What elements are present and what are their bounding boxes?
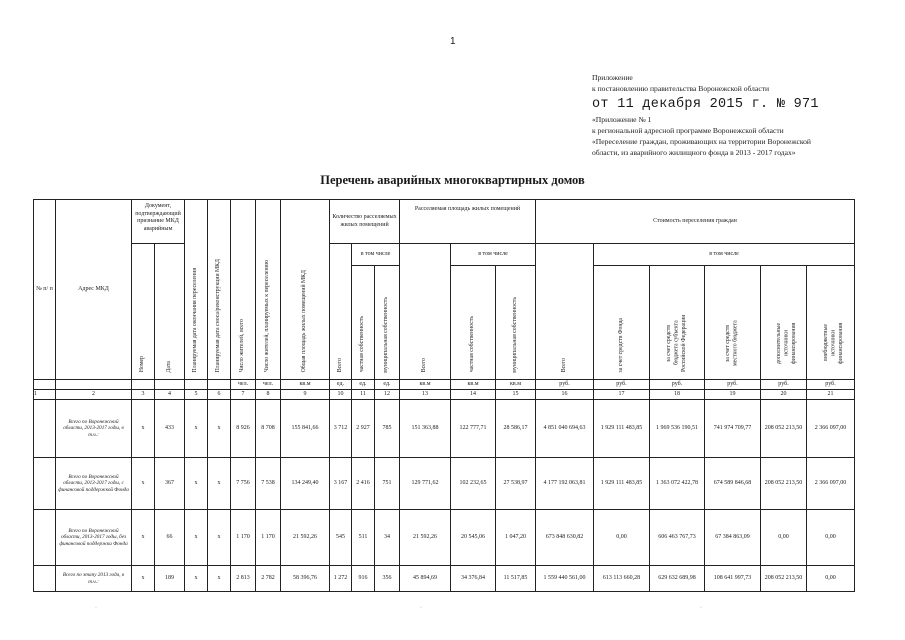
row-value-cell: х	[208, 400, 231, 458]
appendix-line: к постановлению правительства Воронежской области	[592, 84, 770, 93]
header-area-including: в том числе	[451, 244, 536, 266]
row-value-cell: 2 366 097,00	[807, 458, 855, 510]
unit-cell	[56, 380, 132, 390]
row-value-cell: 2 366 097,00	[807, 400, 855, 458]
column-number-cell: 16	[536, 390, 594, 400]
unit-cell: руб.	[536, 380, 594, 390]
row-value-cell: 122 777,71	[451, 400, 496, 458]
column-number-cell: 5	[185, 390, 208, 400]
row-value-cell: х	[208, 458, 231, 510]
unit-cell: руб.	[705, 380, 761, 390]
row-value-cell: 208 052 213,50	[761, 400, 807, 458]
row-value-cell: 28 586,17	[496, 400, 536, 458]
row-value-cell: 151 363,88	[400, 400, 451, 458]
row-value-cell: 66	[155, 510, 185, 566]
row-value-cell: 20 545,06	[451, 510, 496, 566]
column-number-cell: 14	[451, 390, 496, 400]
row-value-cell: 4 851 040 694,63	[536, 400, 594, 458]
table-row	[34, 566, 855, 592]
houses-table	[33, 199, 855, 592]
row-value-cell: 58 396,76	[281, 566, 330, 592]
column-number-cell: 9	[281, 390, 330, 400]
row-value-cell: 1 363 072 422,78	[650, 458, 705, 510]
row-value-cell: х	[132, 458, 155, 510]
unit-cell	[34, 380, 56, 390]
column-number-cell: 8	[256, 390, 281, 400]
row-value-cell: х	[185, 510, 208, 566]
header-planned-end: Планируемая дата окончания переселения	[185, 200, 208, 380]
row-value-cell: 1 929 111 483,85	[594, 458, 650, 510]
units-row	[34, 380, 855, 390]
row-value-cell: 34 376,84	[451, 566, 496, 592]
unit-cell: кв.м	[496, 380, 536, 390]
column-number-cell: 2	[56, 390, 132, 400]
header-total-area: Общая площадь жилых помещений МКД	[281, 200, 330, 380]
row-value-cell: 629 632 689,98	[650, 566, 705, 592]
row-value-cell: х	[132, 400, 155, 458]
row-value-cell: 0,00	[761, 510, 807, 566]
row-address-cell: Всего по Воронежской области, 2013-2017 годы, без финансовой поддержки Фонда	[56, 510, 132, 566]
header-cost-total: Всего	[536, 244, 594, 380]
row-value-cell: 1 047,20	[496, 510, 536, 566]
decree-stamp: от 11 декабря 2015 г. № 971	[592, 97, 819, 112]
row-address-cell: Всего по этапу 2013 года, в т.ч.:	[56, 566, 132, 592]
row-value-cell: х	[132, 566, 155, 592]
column-number-cell: 6	[208, 390, 231, 400]
column-number-cell: 11	[352, 390, 375, 400]
header-residents-total: Число жителей, всего	[231, 200, 256, 380]
row-value-cell: 102 232,65	[451, 458, 496, 510]
row-value-cell: 45 894,69	[400, 566, 451, 592]
header-num: № п/ п	[34, 200, 56, 380]
header-doc-number: Номер	[132, 244, 155, 380]
row-value-cell: 1 170	[231, 510, 256, 566]
header-cost-federal: за счет средств бюджета субъекта Российской Федерации	[650, 266, 705, 380]
row-num-cell	[34, 510, 56, 566]
row-value-cell: 2 416	[352, 458, 375, 510]
row-value-cell: 0,00	[594, 510, 650, 566]
row-value-cell: 511	[352, 510, 375, 566]
row-value-cell: 4 177 192 063,81	[536, 458, 594, 510]
column-number-cell: 21	[807, 390, 855, 400]
table-row	[34, 400, 855, 458]
row-value-cell: 1 272	[330, 566, 352, 592]
row-value-cell: 751	[375, 458, 400, 510]
unit-cell: кв.м	[281, 380, 330, 390]
header-planned-demolition: Планируемая дата сноса/реконструкции МКД	[208, 200, 231, 380]
header-cost-fund: за счет средств Фонда	[594, 266, 650, 380]
column-number-cell: 1	[34, 390, 56, 400]
unit-cell	[132, 380, 155, 390]
row-value-cell: 8 708	[256, 400, 281, 458]
column-number-cell: 15	[496, 390, 536, 400]
row-value-cell: 613 113 660,28	[594, 566, 650, 592]
row-value-cell: 356	[375, 566, 400, 592]
row-value-cell: 2 813	[231, 566, 256, 592]
row-value-cell: 785	[375, 400, 400, 458]
row-value-cell: 21 592,26	[400, 510, 451, 566]
appendix-block	[592, 72, 892, 158]
row-value-cell: 916	[352, 566, 375, 592]
unit-cell: ед.	[375, 380, 400, 390]
header-rooms-private: частная собственность	[352, 266, 375, 380]
document-title: Перечень аварийных многоквартирных домов	[320, 173, 585, 187]
row-value-cell: х	[185, 566, 208, 592]
column-number-cell: 3	[132, 390, 155, 400]
appendix-line: Приложение	[592, 73, 633, 82]
row-value-cell: 208 052 213,50	[761, 566, 807, 592]
unit-cell: руб.	[650, 380, 705, 390]
row-value-cell: 129 771,62	[400, 458, 451, 510]
row-value-cell: 1 929 111 483,85	[594, 400, 650, 458]
unit-cell: кв.м	[400, 380, 451, 390]
row-value-cell: 673 848 630,82	[536, 510, 594, 566]
row-value-cell: 11 517,85	[496, 566, 536, 592]
row-value-cell: 3 167	[330, 458, 352, 510]
row-value-cell: х	[208, 566, 231, 592]
header-doc-date: Дата	[155, 244, 185, 380]
column-number-cell: 13	[400, 390, 451, 400]
row-num-cell	[34, 458, 56, 510]
column-number-cell: 17	[594, 390, 650, 400]
header-address: Адрес МКД	[56, 200, 132, 380]
header-document: Документ, подтверждающий признание МКД аварийным	[132, 200, 185, 244]
column-number-cell: 18	[650, 390, 705, 400]
row-num-cell	[34, 400, 56, 458]
row-value-cell: 433	[155, 400, 185, 458]
appendix-line: к региональной адресной программе Воронежской области	[592, 126, 784, 135]
column-number-cell: 12	[375, 390, 400, 400]
header-area-resettled: Расселяемая площадь жилых помещений	[400, 200, 536, 244]
row-value-cell: 3 712	[330, 400, 352, 458]
header-rooms-including: в том числе	[352, 244, 400, 266]
unit-cell: кв.м	[451, 380, 496, 390]
unit-cell	[185, 380, 208, 390]
row-value-cell: 34	[375, 510, 400, 566]
row-num-cell	[34, 566, 56, 592]
table-row	[34, 458, 855, 510]
appendix-line: «Переселение граждан, проживающих на территории Воронежской	[592, 137, 811, 146]
header-cost-extrabudget: внебюджетные источники финансирования	[807, 266, 855, 380]
row-address-cell: Всего по Воронежской области, 2013-2017 годы, в т.ч.:	[56, 400, 132, 458]
column-number-cell: 4	[155, 390, 185, 400]
header-rooms-municipal: муниципальная собственность	[375, 266, 400, 380]
column-number-cell: 19	[705, 390, 761, 400]
row-value-cell: 7 538	[256, 458, 281, 510]
row-value-cell: 189	[155, 566, 185, 592]
scan-mark: ·	[700, 605, 702, 611]
header-cost: Стоимость переселения граждан	[536, 200, 855, 244]
row-value-cell: х	[132, 510, 155, 566]
row-value-cell: х	[185, 400, 208, 458]
appendix-line: области, из аварийного жилищного фонда в 2013 - 2017 годах»	[592, 148, 796, 157]
unit-cell: руб.	[761, 380, 807, 390]
row-address-cell: Всего по Воронежской области, 2013-2017 годы, с финансовой поддержкой Фонда	[56, 458, 132, 510]
row-value-cell: х	[185, 458, 208, 510]
unit-cell: ед.	[352, 380, 375, 390]
scan-mark: ·	[420, 605, 422, 611]
header-cost-including: в том числе	[594, 244, 855, 266]
row-value-cell: 1 170	[256, 510, 281, 566]
row-value-cell: 8 926	[231, 400, 256, 458]
row-value-cell: 606 463 767,73	[650, 510, 705, 566]
header-cost-additional: дополнительные источники финансирования	[761, 266, 807, 380]
table-row	[34, 510, 855, 566]
unit-cell: чел.	[256, 380, 281, 390]
column-number-cell: 7	[231, 390, 256, 400]
header-rooms-total: Всего	[330, 244, 352, 380]
page-number: 1	[450, 36, 456, 47]
header-residents-planned: Число жителей, планируемых к переселению	[256, 200, 281, 380]
column-number-cell: 10	[330, 390, 352, 400]
row-value-cell: 1 969 536 190,51	[650, 400, 705, 458]
column-number-cell: 20	[761, 390, 807, 400]
unit-cell: руб.	[807, 380, 855, 390]
unit-cell: руб.	[594, 380, 650, 390]
row-value-cell: 741 974 709,77	[705, 400, 761, 458]
houses-table-container	[33, 199, 855, 592]
row-value-cell: 367	[155, 458, 185, 510]
row-value-cell: 1 559 440 561,00	[536, 566, 594, 592]
row-value-cell: 208 052 213,50	[761, 458, 807, 510]
row-value-cell: 27 538,97	[496, 458, 536, 510]
row-value-cell: 108 641 997,73	[705, 566, 761, 592]
row-value-cell: 7 756	[231, 458, 256, 510]
header-area-private: частная собственность	[451, 266, 496, 380]
appendix-line: «Приложение № 1	[592, 115, 652, 124]
header-rooms-count: Количество расселяемых жилых помещений	[330, 200, 400, 244]
row-value-cell: 21 592,26	[281, 510, 330, 566]
row-value-cell: 2 782	[256, 566, 281, 592]
column-numbers-row	[34, 390, 855, 400]
header-area-municipal: муниципальная собственность	[496, 266, 536, 380]
row-value-cell: х	[208, 510, 231, 566]
row-value-cell: 0,00	[807, 510, 855, 566]
row-value-cell: 674 589 846,68	[705, 458, 761, 510]
row-value-cell: 67 384 863,09	[705, 510, 761, 566]
row-value-cell: 2 927	[352, 400, 375, 458]
row-value-cell: 155 841,66	[281, 400, 330, 458]
header-cost-local: за счет средств местного бюджета	[705, 266, 761, 380]
row-value-cell: 0,00	[807, 566, 855, 592]
unit-cell	[155, 380, 185, 390]
unit-cell: ед.	[330, 380, 352, 390]
unit-cell	[208, 380, 231, 390]
unit-cell: чел.	[231, 380, 256, 390]
row-value-cell: 545	[330, 510, 352, 566]
row-value-cell: 134 249,40	[281, 458, 330, 510]
header-area-total: Всего	[400, 244, 451, 380]
scan-mark: ·	[95, 605, 97, 611]
